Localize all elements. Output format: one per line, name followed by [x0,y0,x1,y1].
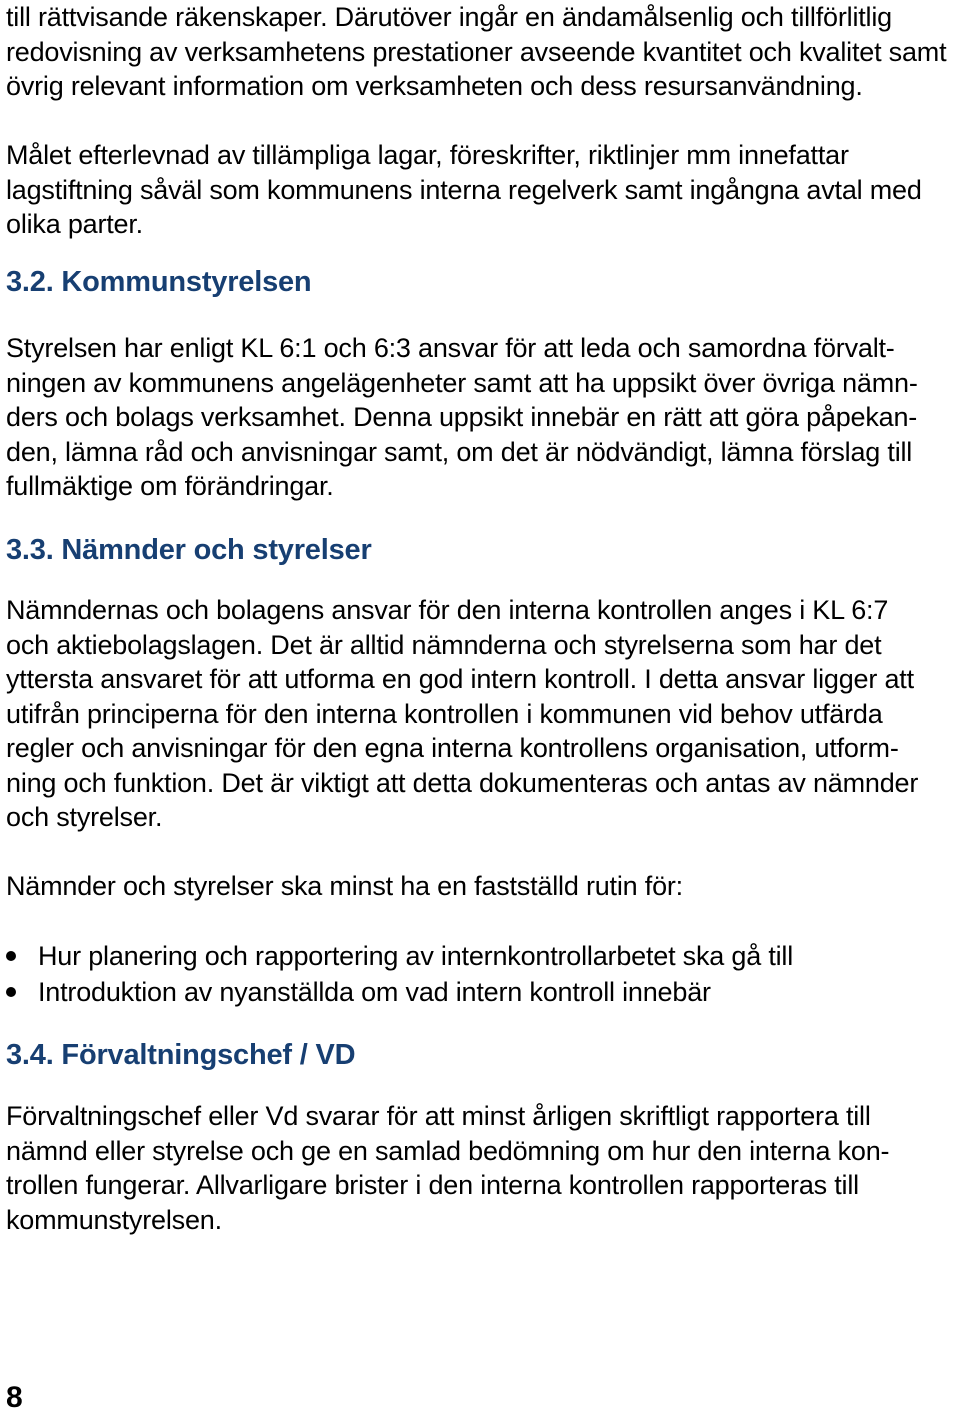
text-line: ningen av kommunens angelägenheter samt att ha uppsikt över övriga nämn- [6,367,918,398]
list-item-text: Hur planering och rapportering av internkontrollarbetet ska gå till [38,941,794,971]
text-line: kommunstyrelsen. [6,1204,222,1235]
forvaltningschef-paragraph [6,1099,889,1237]
bullet-icon [6,987,16,997]
section-heading-forvaltningschef: 3.4. Förvaltningschef / VD [6,1039,356,1071]
section-heading-namnder: 3.3. Nämnder och styrelser [6,534,372,566]
namnder-paragraph [6,593,918,835]
text-line: ders och bolags verksamhet. Denna uppsikt innebär en rätt att göra påpekan- [6,402,918,432]
rutin-bullet-list [6,938,793,1010]
text-line: utifrån principerna för den interna kontrollen i kommunen vid behov utfärda [6,698,883,729]
text-line: Nämndernas och bolagens ansvar för den interna kontrollen anges i KL 6:7 [6,595,889,625]
rutin-intro-paragraph [6,869,683,904]
text-line: lagstiftning såväl som kommunens interna regelverk samt ingångna avtal med [6,174,922,205]
page-number: 8 [6,1381,23,1414]
text-line: Styrelsen har enligt KL 6:1 och 6:3 ansvar för att leda och samordna förvalt- [6,333,895,363]
text-line: Nämnder och styrelser ska minst ha en fastställd rutin för: [6,871,683,901]
text-line: trollen fungerar. Allvarligare brister i den interna kontrollen rapporteras till [6,1170,859,1200]
list-item [6,974,793,1010]
intro-paragraph [6,0,946,104]
list-item-text: Introduktion av nyanställda om vad intern kontroll innebär [38,977,711,1007]
text-line: ning och funktion. Det är viktigt att detta dokumenteras och antas av nämnder [6,767,919,798]
text-line: Målet efterlevnad av tillämpliga lagar, föreskrifter, riktlinjer mm innefattar [6,140,849,170]
text-line: och aktiebolagslagen. Det är alltid nämnderna och styrelserna som har det [6,629,882,660]
text-line: regler och anvisningar för den egna interna kontrollens organisation, utform- [6,733,899,763]
text-line: fullmäktige om förändringar. [6,471,334,501]
text-line: redovisning av verksamhetens prestationer avseende kvantitet och kvalitet samt [6,36,947,67]
list-item [6,938,793,974]
text-line: olika parter. [6,209,143,239]
text-line: nämnd eller styrelse och ge en samlad bedömning om hur den interna kon- [6,1135,890,1166]
text-line: och styrelser. [6,802,163,832]
text-line: den, lämna råd och anvisningar samt, om det är nödvändigt, lämna förslag till [6,436,913,467]
text-line: Förvaltningschef eller Vd svarar för att minst årligen skriftligt rapportera till [6,1101,871,1131]
bullet-icon [6,951,16,961]
kommunstyrelsen-paragraph [6,331,918,504]
malet-paragraph [6,138,922,242]
text-line: yttersta ansvaret för att utforma en god intern kontroll. I detta ansvar ligger att [6,664,914,694]
text-line: övrig relevant information om verksamheten och dess resursanvändning. [6,71,863,101]
section-heading-kommunstyrelsen: 3.2. Kommunstyrelsen [6,266,312,298]
text-line: till rättvisande räkenskaper. Därutöver ingår en ändamålsenlig och tillförlitlig [6,2,892,32]
